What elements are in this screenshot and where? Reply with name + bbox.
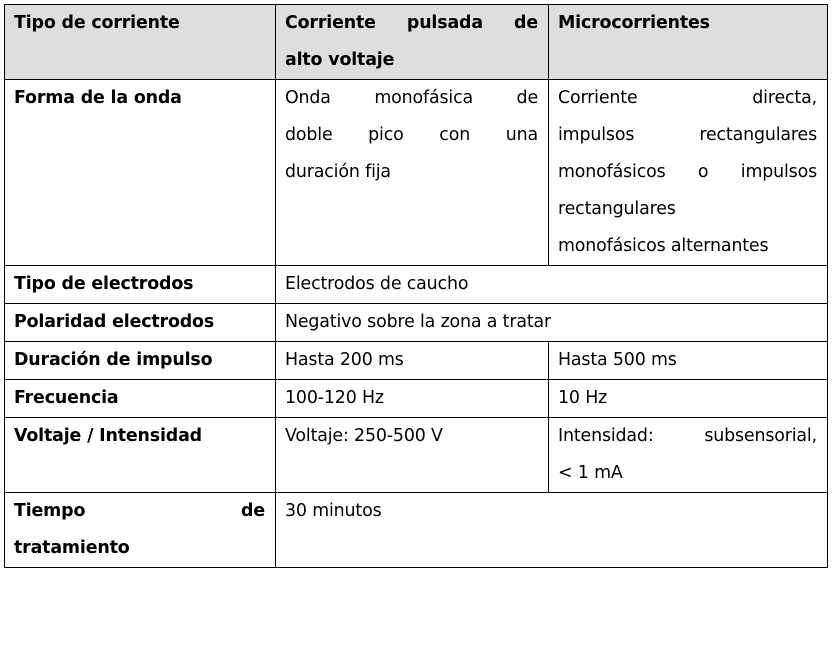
forma-onda-col3-line5: monofásicos alternantes (558, 236, 769, 256)
voltaje-col3-line1: Intensidad: subsensorial, (558, 426, 817, 446)
row-label-polaridad: Polaridad electrodos (5, 304, 276, 342)
table-header-row (5, 5, 828, 80)
cell-voltaje-microcorrientes (549, 418, 828, 493)
row-label-tipo-electrodos: Tipo de electrodos (5, 266, 276, 304)
cell-duracion-alto-voltaje: Hasta 200 ms (276, 342, 549, 380)
forma-onda-col2-line1: Onda monofásica de (285, 88, 538, 108)
forma-onda-col3-line3: monofásicos o impulsos (558, 162, 817, 182)
table-row-tipo-electrodos (5, 266, 828, 304)
header-alto-voltaje-line1: Corriente pulsada de (285, 13, 538, 33)
forma-onda-col3-line4: rectangulares (558, 199, 676, 219)
cell-tiempo-value: 30 minutos (276, 493, 828, 568)
table-row-polaridad (5, 304, 828, 342)
forma-onda-col3-line1: Corriente directa, (558, 88, 817, 108)
voltaje-col3-line2: < 1 mA (558, 463, 623, 483)
cell-polaridad-value: Negativo sobre la zona a tratar (276, 304, 828, 342)
table-row-forma-onda (5, 80, 828, 266)
cell-duracion-microcorrientes: Hasta 500 ms (549, 342, 828, 380)
row-label-duracion: Duración de impulso (5, 342, 276, 380)
table-row-voltaje (5, 418, 828, 493)
comparison-table-container (4, 4, 828, 568)
row-label-forma-onda: Forma de la onda (5, 80, 276, 266)
comparison-table (4, 4, 828, 568)
forma-onda-col2-line3: duración fija (285, 162, 391, 182)
tiempo-label-line2: tratamiento (14, 538, 130, 558)
cell-frecuencia-microcorrientes: 10 Hz (549, 380, 828, 418)
cell-forma-onda-microcorrientes (549, 80, 828, 266)
cell-tipo-electrodos-value: Electrodos de caucho (276, 266, 828, 304)
forma-onda-col3-line2: impulsos rectangulares (558, 125, 817, 145)
forma-onda-col2-line2: doble pico con una (285, 125, 538, 145)
cell-forma-onda-alto-voltaje (276, 80, 549, 266)
cell-frecuencia-alto-voltaje: 100-120 Hz (276, 380, 549, 418)
header-cell-microcorrientes: Microcorrientes (549, 5, 828, 80)
table-row-frecuencia (5, 380, 828, 418)
header-alto-voltaje-line2: alto voltaje (285, 50, 395, 70)
header-cell-alto-voltaje (276, 5, 549, 80)
row-label-tiempo (5, 493, 276, 568)
tiempo-label-line1: Tiempo de (14, 501, 265, 521)
table-row-tiempo (5, 493, 828, 568)
row-label-voltaje: Voltaje / Intensidad (5, 418, 276, 493)
row-label-frecuencia: Frecuencia (5, 380, 276, 418)
table-row-duracion (5, 342, 828, 380)
cell-voltaje-alto-voltaje: Voltaje: 250-500 V (276, 418, 549, 493)
header-cell-tipo-corriente: Tipo de corriente (5, 5, 276, 80)
